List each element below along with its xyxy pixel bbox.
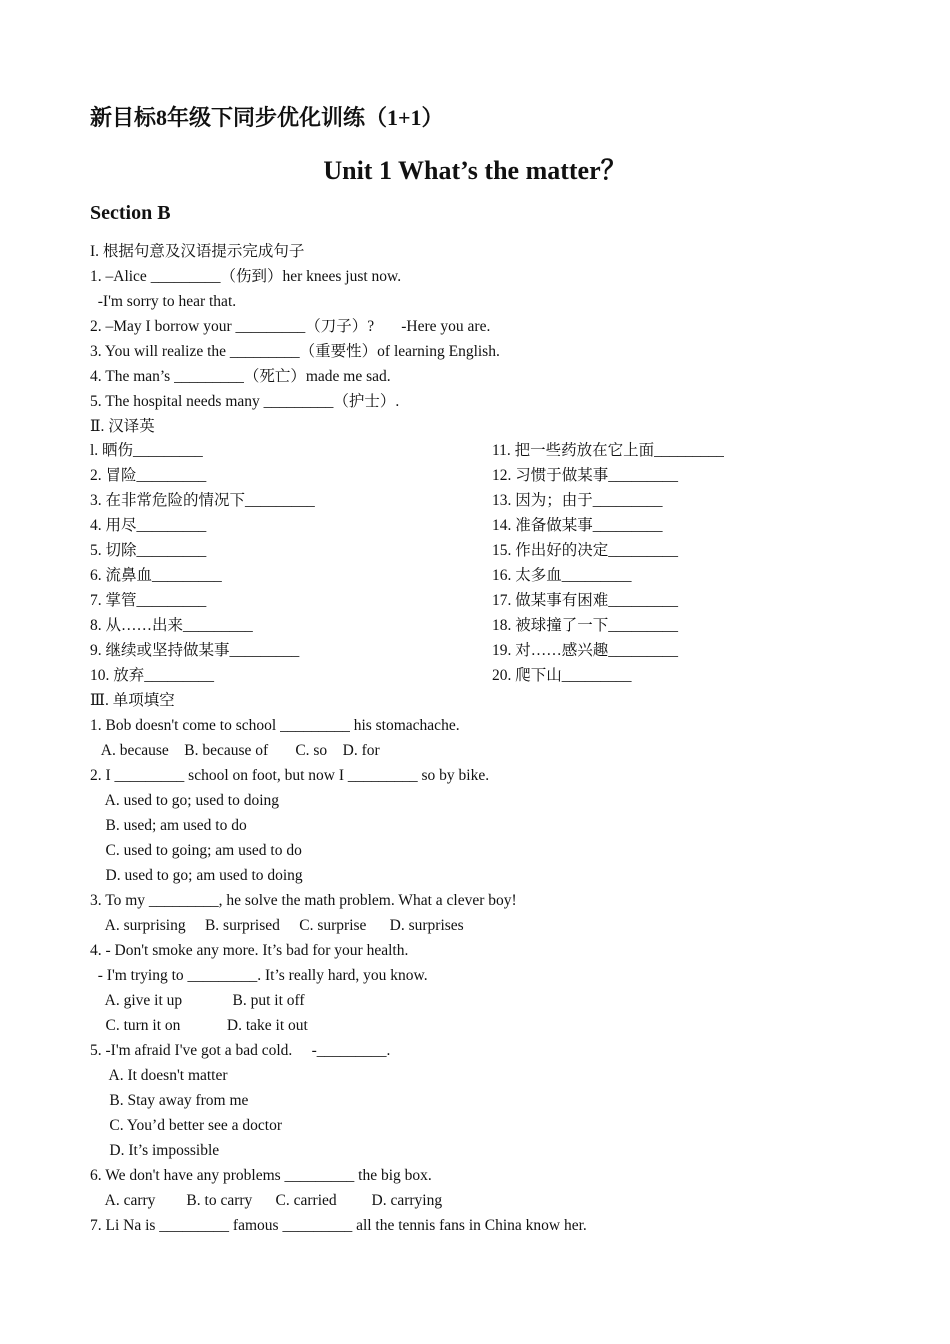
part2-right-item: 14. 准备做某事_________ xyxy=(492,517,663,534)
part3-line: A. used to go; used to doing xyxy=(90,792,280,809)
part3-line: A. It doesn't matter xyxy=(90,1067,228,1084)
part3-line: A. surprising B. surprised C. surprise D. surprises xyxy=(90,917,464,934)
part2-left-item: 3. 在非常危险的情况下_________ xyxy=(90,492,315,509)
part2-heading: Ⅱ. 汉译英 xyxy=(90,418,155,435)
part2-right-item: 16. 太多血_________ xyxy=(492,567,632,584)
part3-line: B. Stay away from me xyxy=(90,1092,249,1109)
worksheet-title: 新目标8年级下同步优化训练（1+1） xyxy=(90,105,444,130)
part2-right-item: 12. 习惯于做某事_________ xyxy=(492,467,679,484)
part3-line: 2. I _________ school on foot, but now I _________ so by bike. xyxy=(90,767,490,784)
part2-left-item: 7. 掌管_________ xyxy=(90,592,207,609)
part2-right-item: 15. 作出好的决定_________ xyxy=(492,542,679,559)
part2-left-item: 8. 从……出来_________ xyxy=(90,617,253,634)
part1-line: 5. The hospital needs many _________（护士）. xyxy=(90,393,400,410)
part3-line: 4. - Don't smoke any more. It’s bad for your health. xyxy=(90,942,409,959)
part3-line: B. used; am used to do xyxy=(90,817,247,834)
part3-line: D. used to go; am used to doing xyxy=(90,867,303,884)
part1-line: 2. –May I borrow your _________（刀子）? -Here you are. xyxy=(90,318,491,335)
part2-right-item: 11. 把一些药放在它上面_________ xyxy=(492,442,724,459)
part2-right-item: 18. 被球撞了一下_________ xyxy=(492,617,679,634)
part3-line: C. turn it on D. take it out xyxy=(90,1017,308,1034)
part2-right-item: 17. 做某事有困难_________ xyxy=(492,592,679,609)
part2-left-item: 5. 切除_________ xyxy=(90,542,207,559)
part2-right-item: 19. 对……感兴趣_________ xyxy=(492,642,679,659)
part3-line: A. carry B. to carry C. carried D. carrying xyxy=(90,1192,443,1209)
part3-line: 6. We don't have any problems _________ the big box. xyxy=(90,1167,432,1184)
unit-title: Unit 1 What’s the matter？ xyxy=(323,156,627,185)
section-heading: Section B xyxy=(90,202,171,224)
part2-left-item: 2. 冒险_________ xyxy=(90,467,207,484)
part3-heading: Ⅲ. 单项填空 xyxy=(90,692,175,709)
part1-line: 3. You will realize the _________（重要性）of learning English. xyxy=(90,343,500,360)
part1-line: 4. The man’s _________（死亡）made me sad. xyxy=(90,368,391,385)
part3-line: A. give it up B. put it off xyxy=(90,992,305,1009)
part2-left-item: l. 晒伤_________ xyxy=(90,442,203,459)
part2-right-item: 20. 爬下山_________ xyxy=(492,667,632,684)
part2-left-item: 4. 用尽_________ xyxy=(90,517,207,534)
part3-line: A. because B. because of C. so D. for xyxy=(90,742,380,759)
part3-line: C. You’d better see a doctor xyxy=(90,1117,282,1134)
part1-line: -I'm sorry to hear that. xyxy=(90,293,237,310)
part3-line: 3. To my _________, he solve the math problem. What a clever boy! xyxy=(90,892,517,909)
part3-line: C. used to going; am used to do xyxy=(90,842,302,859)
part2-right-item: 13. 因为；由于_________ xyxy=(492,492,663,509)
part2-left-item: 10. 放弃_________ xyxy=(90,667,215,684)
part1-line: 1. –Alice _________（伤到）her knees just now. xyxy=(90,268,402,285)
part3-line: 5. -I'm afraid I've got a bad cold. -_________. xyxy=(90,1042,391,1059)
part2-left-item: 9. 继续或坚持做某事_________ xyxy=(90,642,300,659)
part1-heading: I. 根据句意及汉语提示完成句子 xyxy=(90,243,305,260)
part2-left-item: 6. 流鼻血_________ xyxy=(90,567,222,584)
part3-line: 7. Li Na is _________ famous _________ all the tennis fans in China know her. xyxy=(90,1217,587,1234)
part3-line: D. It’s impossible xyxy=(90,1142,220,1159)
part3-line: 1. Bob doesn't come to school _________ his stomachache. xyxy=(90,717,460,734)
part3-line: - I'm trying to _________. It’s really hard, you know. xyxy=(90,967,428,984)
